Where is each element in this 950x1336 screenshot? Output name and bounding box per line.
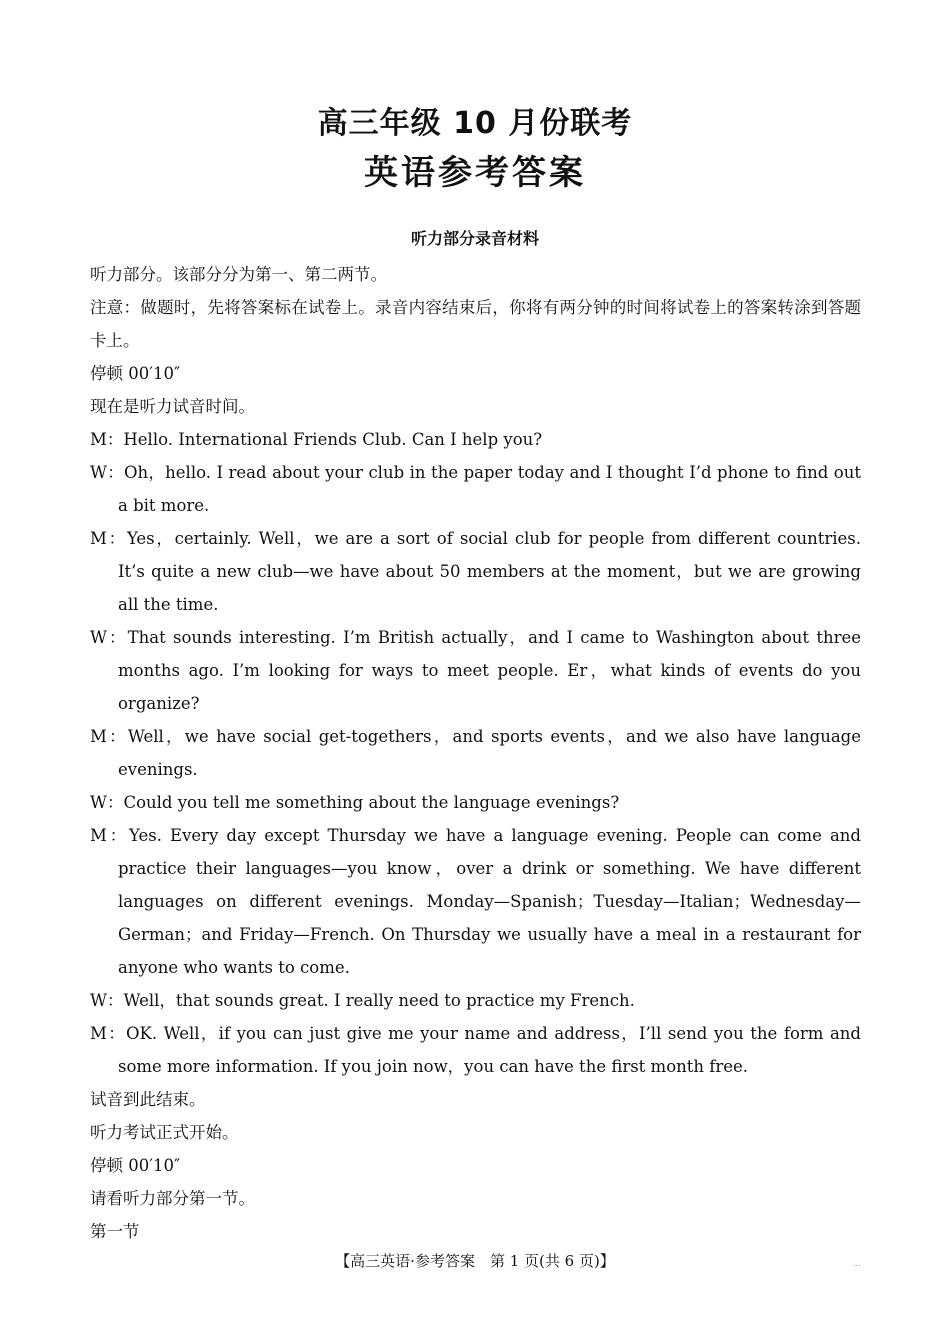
dialogue-line: W：Could you tell me something about the language evenings? xyxy=(90,793,620,812)
instruction-line: 试音到此结束。 xyxy=(90,1090,206,1109)
answer-key-title: 英语参考答案 xyxy=(364,153,586,193)
instruction-line: 听力部分。该部分分为第一、第二两节。 xyxy=(90,265,387,284)
dialogue-line: M：Yes，certainly. Well，we are a sort of social club for people from different countries. It’s quite a new club—we have about 50 members at the moment，but we are growing all the time. xyxy=(90,529,861,614)
dialogue-line: M：Hello. International Friends Club. Can I help you? xyxy=(90,430,543,449)
instruction-line: 请看听力部分第一节。 xyxy=(90,1189,255,1208)
instruction-line: 现在是听力试音时间。 xyxy=(90,397,255,416)
dialogue-line: M：Yes. Every day except Thursday we have a language evening. People can come and practice their languages—you know，over a drink or something. We have different languages on different evenings. Monday—Spanish；Tuesday—Italian；Wednesday—German；and Friday—French. On Thursday we usually have a meal in a restaurant for anyone who wants to come. xyxy=(90,826,861,977)
dialogue-line: W：Oh，hello. I read about your club in the paper today and I thought I’d phone to find out a bit more. xyxy=(90,463,861,515)
section-heading: 听力部分录音材料 xyxy=(410,229,539,248)
section-label: 第一节 xyxy=(90,1222,140,1241)
instruction-paragraph: 注意：做题时，先将答案标在试卷上。录音内容结束后，你将有两分钟的时间将试卷上的答案转涂到答题卡上。 xyxy=(90,298,861,350)
exam-title: 高三年级 10 月份联考 xyxy=(317,106,633,141)
corner-mark: ... xyxy=(853,1259,861,1268)
dialogue-line: W：That sounds interesting. I’m British actually，and I came to Washington about three months ago. I’m looking for ways to meet people. Er，what kinds of events do you organize? xyxy=(90,628,861,713)
dialogue-line: M：OK. Well，if you can just give me your name and address，I’ll send you the form and some more information. If you join now，you can have the first month free. xyxy=(90,1024,861,1076)
transcript-body xyxy=(90,258,861,1248)
page-footer: 【高三英语·参考答案 第 1 页(共 6 页)】 xyxy=(335,1252,615,1270)
dialogue-line: W：Well，that sounds great. I really need to practice my French. xyxy=(90,991,635,1010)
pause-marker: 停顿 00′10″ xyxy=(90,364,181,383)
instruction-line: 听力考试正式开始。 xyxy=(90,1123,239,1142)
dialogue-line: M：Well，we have social get-togethers，and sports events，and we also have language evenings. xyxy=(90,727,861,779)
pause-marker: 停顿 00′10″ xyxy=(90,1156,181,1175)
